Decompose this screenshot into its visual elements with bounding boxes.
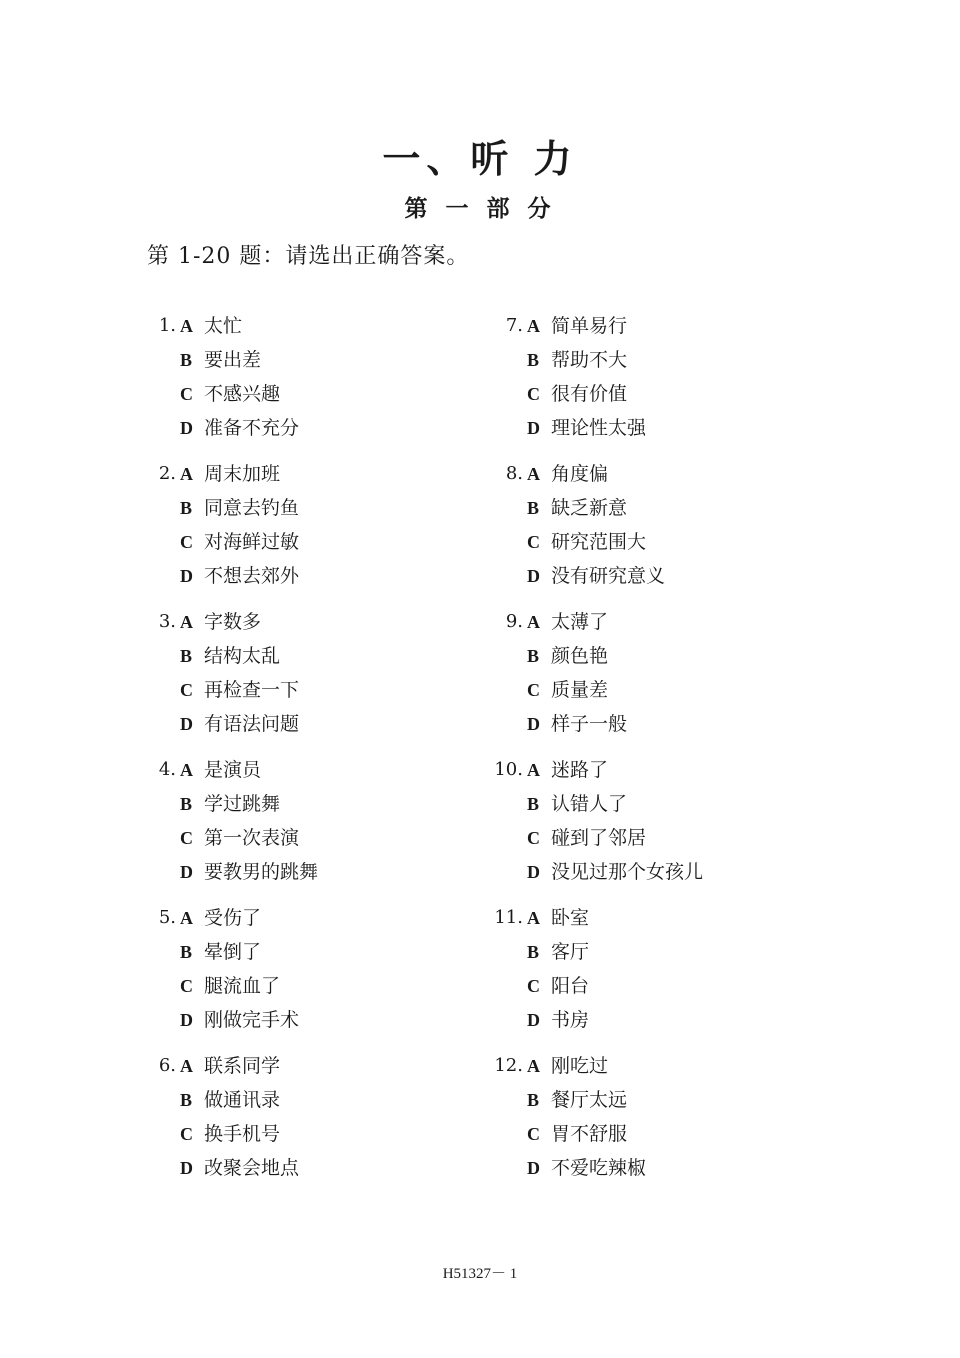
question-number: 9.	[505, 611, 523, 632]
option-text: 餐厅太远	[551, 1089, 628, 1111]
option-text: 要教男的跳舞	[204, 861, 319, 883]
option	[180, 309, 242, 343]
option-letter: B	[180, 794, 193, 814]
option	[180, 707, 299, 741]
option-letter: B	[527, 942, 540, 962]
option-text: 学过跳舞	[204, 793, 281, 815]
option-text: 碰到了邻居	[551, 827, 647, 849]
option-text: 结构太乱	[204, 645, 281, 667]
option-text: 对海鲜过敏	[204, 531, 300, 553]
option-text: 颜色艳	[551, 645, 609, 667]
option-letter: C	[527, 828, 540, 848]
option	[527, 605, 608, 639]
option	[180, 457, 280, 491]
option-letter: B	[527, 794, 540, 814]
option	[527, 935, 589, 969]
option	[527, 821, 646, 855]
option-letter: A	[180, 612, 193, 632]
option-letter: C	[527, 1124, 540, 1144]
option-text: 客厅	[551, 941, 590, 963]
option-letter: B	[180, 350, 193, 370]
option	[180, 855, 318, 889]
option-letter: C	[180, 680, 193, 700]
question-1	[140, 309, 470, 457]
option-text: 不想去郊外	[204, 565, 300, 587]
option	[527, 309, 627, 343]
option-text: 样子一般	[551, 713, 628, 735]
option-text: 帮助不大	[551, 349, 628, 371]
option-letter: C	[180, 1124, 193, 1144]
option	[180, 377, 280, 411]
option-text: 角度偏	[551, 463, 609, 485]
option-letter: A	[527, 464, 540, 484]
option-text: 太忙	[204, 315, 243, 337]
option-text: 周末加班	[204, 463, 281, 485]
option-letter: C	[180, 828, 193, 848]
option	[527, 969, 589, 1003]
option-letter: D	[180, 418, 193, 438]
option-letter: D	[180, 714, 193, 734]
option	[180, 673, 299, 707]
option-text: 受伤了	[204, 907, 262, 929]
question-12	[487, 1049, 817, 1197]
option-text: 书房	[551, 1009, 590, 1031]
option	[527, 1151, 646, 1185]
option	[180, 1151, 299, 1185]
option	[527, 377, 627, 411]
question-number: 11.	[494, 907, 523, 928]
option-letter: A	[527, 1056, 540, 1076]
option-letter: B	[180, 498, 193, 518]
option-letter: B	[527, 350, 540, 370]
option	[180, 411, 299, 445]
option-letter: C	[180, 976, 193, 996]
option-letter: A	[180, 1056, 193, 1076]
option-letter: C	[527, 384, 540, 404]
page-footer: H51327－ 1	[442, 1266, 518, 1282]
option-text: 做通讯录	[204, 1089, 281, 1111]
option-letter: A	[180, 908, 193, 928]
option-text: 刚做完手术	[204, 1009, 300, 1031]
section-title: 一、听 力	[382, 136, 578, 181]
option-text: 胃不舒服	[551, 1123, 628, 1145]
option	[527, 1003, 589, 1037]
option-letter: B	[527, 646, 540, 666]
option	[180, 1083, 280, 1117]
option-text: 联系同学	[204, 1055, 281, 1077]
option	[527, 457, 608, 491]
option-letter: A	[527, 760, 540, 780]
option	[180, 787, 280, 821]
option	[527, 1117, 627, 1151]
question-number: 12.	[494, 1055, 523, 1076]
option-letter: C	[180, 532, 193, 552]
question-number: 10.	[494, 759, 523, 780]
option	[527, 901, 589, 935]
question-9	[487, 605, 817, 753]
option-text: 字数多	[204, 611, 262, 633]
question-number: 4.	[158, 759, 176, 780]
option	[527, 491, 627, 525]
part-title: 第 一 部 分	[404, 195, 556, 222]
option-letter: D	[180, 1158, 193, 1178]
option	[180, 525, 299, 559]
option-text: 理论性太强	[551, 417, 647, 439]
option	[527, 525, 646, 559]
option	[180, 1117, 280, 1151]
option-text: 阳台	[551, 975, 590, 997]
option-text: 质量差	[551, 679, 609, 701]
option	[180, 969, 280, 1003]
option-letter: C	[180, 384, 193, 404]
option-letter: D	[527, 862, 540, 882]
option-text: 简单易行	[551, 315, 628, 337]
option	[180, 753, 261, 787]
option	[527, 787, 627, 821]
option	[180, 821, 299, 855]
question-11	[487, 901, 817, 1049]
option-letter: D	[180, 566, 193, 586]
question-4	[140, 753, 470, 901]
option-text: 没见过那个女孩儿	[551, 861, 704, 883]
option-letter: B	[180, 1090, 193, 1110]
question-number: 3.	[158, 611, 176, 632]
option-text: 卧室	[551, 907, 590, 929]
option	[527, 707, 627, 741]
option-letter: A	[180, 464, 193, 484]
option-text: 要出差	[204, 349, 262, 371]
option-letter: A	[527, 908, 540, 928]
option-letter: C	[527, 680, 540, 700]
option	[180, 343, 261, 377]
option-text: 准备不充分	[204, 417, 300, 439]
option-text: 研究范围大	[551, 531, 647, 553]
option	[180, 639, 280, 673]
option-text: 刚吃过	[551, 1055, 609, 1077]
question-7	[487, 309, 817, 457]
option-text: 缺乏新意	[551, 497, 628, 519]
question-column-right	[487, 309, 817, 1197]
question-column-left	[140, 309, 470, 1197]
option	[180, 605, 261, 639]
option-letter: B	[527, 1090, 540, 1110]
option-letter: B	[180, 942, 193, 962]
option-letter: A	[180, 316, 193, 336]
question-number: 7.	[505, 315, 523, 336]
option-letter: C	[527, 976, 540, 996]
option-text: 第一次表演	[204, 827, 300, 849]
option-text: 是演员	[204, 759, 262, 781]
option-text: 认错人了	[551, 793, 628, 815]
option-letter: A	[180, 760, 193, 780]
question-3	[140, 605, 470, 753]
option-letter: B	[527, 498, 540, 518]
question-2	[140, 457, 470, 605]
option-text: 没有研究意义	[551, 565, 666, 587]
option	[527, 639, 608, 673]
option	[180, 1003, 299, 1037]
option	[527, 1049, 608, 1083]
option	[527, 559, 665, 593]
option	[180, 935, 261, 969]
instruction: 第 1-20 题：请选出正确答案。	[147, 244, 470, 269]
option-letter: D	[180, 862, 193, 882]
option-letter: C	[527, 532, 540, 552]
option-text: 同意去钓鱼	[204, 497, 300, 519]
option-letter: D	[527, 418, 540, 438]
option-text: 晕倒了	[204, 941, 262, 963]
option-letter: A	[527, 612, 540, 632]
option-text: 不爱吃辣椒	[551, 1157, 647, 1179]
option-text: 改聚会地点	[204, 1157, 300, 1179]
question-5	[140, 901, 470, 1049]
option-text: 迷路了	[551, 759, 609, 781]
option-text: 再检查一下	[204, 679, 300, 701]
question-8	[487, 457, 817, 605]
question-6	[140, 1049, 470, 1197]
question-number: 8.	[505, 463, 523, 484]
option	[527, 855, 703, 889]
question-10	[487, 753, 817, 901]
option-letter: A	[527, 316, 540, 336]
option	[180, 1049, 280, 1083]
option-letter: D	[527, 1158, 540, 1178]
option	[527, 673, 608, 707]
question-number: 2.	[158, 463, 176, 484]
option	[527, 343, 627, 377]
option-text: 换手机号	[204, 1123, 281, 1145]
option	[527, 753, 608, 787]
option-text: 太薄了	[551, 611, 609, 633]
option-letter: B	[180, 646, 193, 666]
option-letter: D	[527, 714, 540, 734]
option-text: 有语法问题	[204, 713, 300, 735]
option	[180, 901, 261, 935]
option	[527, 1083, 627, 1117]
question-number: 5.	[158, 907, 176, 928]
option-letter: D	[527, 1010, 540, 1030]
option-letter: D	[527, 566, 540, 586]
option-letter: D	[180, 1010, 193, 1030]
question-number: 6.	[158, 1055, 176, 1076]
option	[180, 491, 299, 525]
option-text: 不感兴趣	[204, 383, 281, 405]
option	[527, 411, 646, 445]
option-text: 很有价值	[551, 383, 628, 405]
question-number: 1.	[158, 315, 176, 336]
option-text: 腿流血了	[204, 975, 281, 997]
option	[180, 559, 299, 593]
